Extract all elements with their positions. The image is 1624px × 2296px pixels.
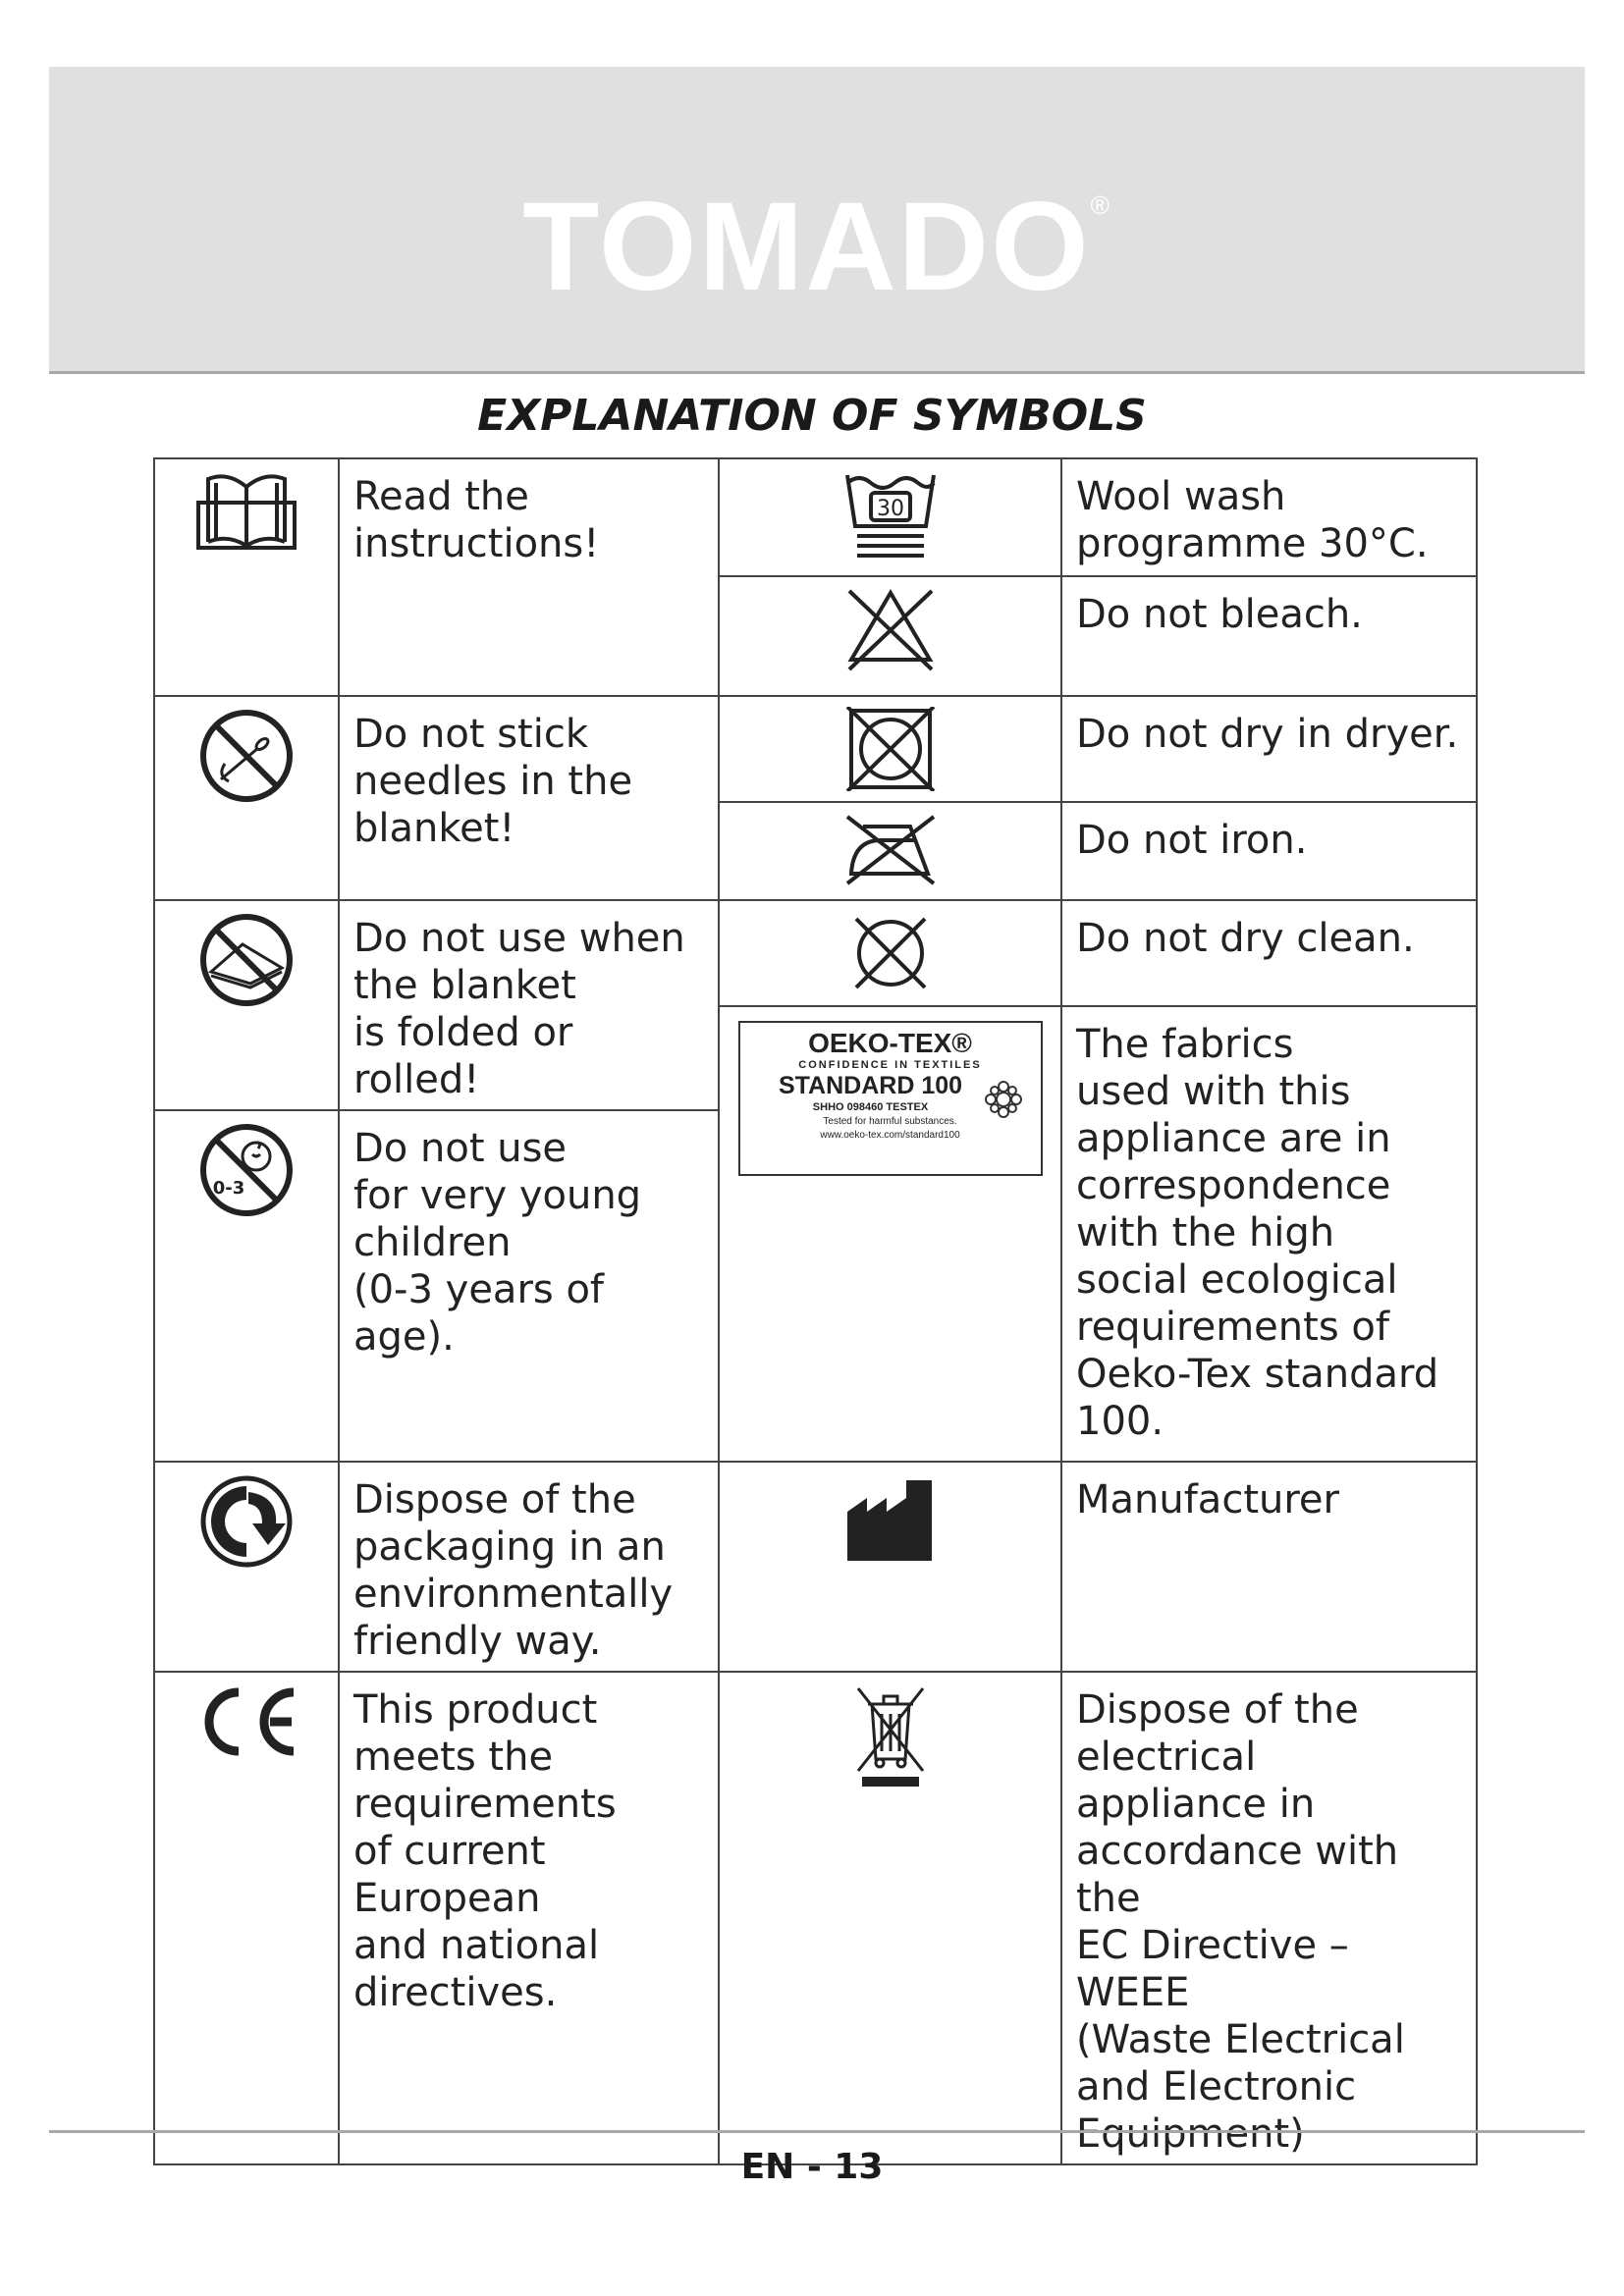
no-young-children-icon: [154, 1110, 339, 1462]
oeko-tex-label-icon: [719, 1006, 1061, 1462]
no-iron-icon: [719, 802, 1061, 900]
no-dry-clean-icon: [719, 900, 1061, 1006]
no-needles-icon: [154, 696, 339, 900]
oeko-tex-text: The fabrics used with this appliance are in correspondence with the high social ecological requirements of Oeko-Tex standard 100.: [1061, 1006, 1477, 1462]
no-young-children-text: Do not use for very young children (0-3 years of age).: [339, 1110, 719, 1462]
no-needles-text: Do not stick needles in the blanket!: [339, 696, 719, 900]
ce-mark-text: This product meets the requirements of current European and national directives.: [339, 1672, 719, 2164]
footer-divider: [49, 2130, 1585, 2133]
svg-text:0-3: 0-3: [212, 1178, 245, 1199]
green-dot-text: Dispose of the packaging in an environmentally friendly way.: [339, 1462, 719, 1672]
no-tumble-dry-text: Do not dry in dryer.: [1061, 696, 1477, 802]
table-row: [154, 696, 1477, 802]
table-row: [154, 900, 1477, 1006]
symbols-table: [153, 457, 1478, 2165]
oeko-tex-flower-icon: [984, 1080, 1023, 1119]
page-number: EN - 13: [740, 2147, 884, 2187]
read-instructions-text: Read the instructions!: [339, 458, 719, 696]
table-row: [154, 458, 1477, 576]
no-bleach-icon: [719, 576, 1061, 696]
wool-wash-icon: [719, 458, 1061, 576]
weee-bin-icon: [719, 1672, 1061, 2164]
no-bleach-text: Do not bleach.: [1061, 576, 1477, 696]
manufacturer-icon: [719, 1462, 1061, 1672]
table-row: [154, 1462, 1477, 1672]
manufacturer-text: Manufacturer: [1061, 1462, 1477, 1672]
wool-wash-text: Wool wash programme 30°C.: [1061, 458, 1477, 576]
tomado-logo: TOMADO®: [522, 177, 1111, 317]
no-iron-text: Do not iron.: [1061, 802, 1477, 900]
no-folded-use-icon: [154, 900, 339, 1110]
svg-text:30: 30: [876, 497, 904, 521]
no-folded-use-text: Do not use when the blanket is folded or rolled!: [339, 900, 719, 1110]
ce-mark-icon: [154, 1672, 339, 2164]
no-dry-clean-text: Do not dry clean.: [1061, 900, 1477, 1006]
weee-text: Dispose of the electrical appliance in accordance with the EC Directive – WEEE (Waste Electrical and Electronic Equipment): [1061, 1672, 1477, 2164]
table-row: [154, 1672, 1477, 2164]
green-dot-icon: [154, 1462, 339, 1672]
page-title: EXPLANATION OF SYMBOLS: [477, 391, 1147, 441]
no-tumble-dry-icon: [719, 696, 1061, 802]
oeko-tex-label: OEKO-TEX® CONFIDENCE IN TEXTILES STANDARD 100 SHHO 098460 TESTEX Tested for harmful substances. www.oeko-tex.com/standard100: [738, 1021, 1043, 1176]
page-header: [49, 67, 1585, 374]
read-instructions-icon: [154, 458, 339, 696]
